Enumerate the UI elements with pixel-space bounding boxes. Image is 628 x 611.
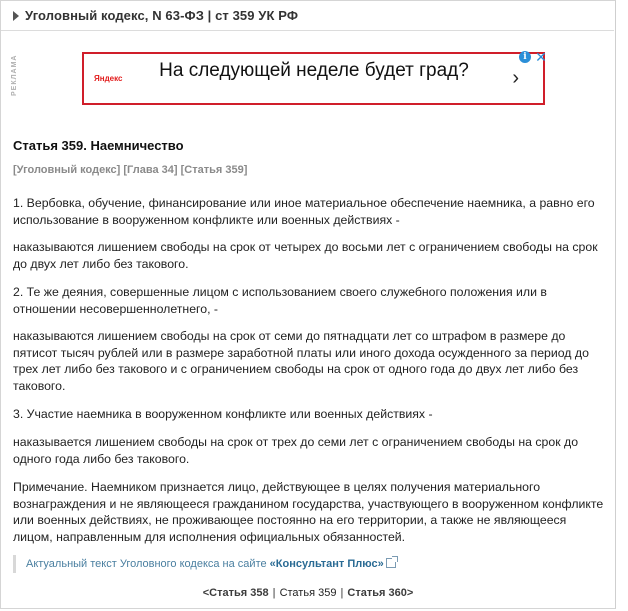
consultant-link[interactable]: «Консультант Плюс» xyxy=(269,558,384,570)
paragraph: 2. Те же деяния, совершенные лицом с использованием своего служебного положения или в отношении несовершеннолетнего, - xyxy=(13,285,547,316)
paragraph: 1. Вербовка, обучение, финансирование или иное материальное обеспечение наемника, а равно его использование в вооруженном конфликте или военных действиях - xyxy=(13,196,595,227)
pager-separator: | xyxy=(340,587,344,599)
breadcrumb-code[interactable]: [Уголовный кодекс] xyxy=(13,164,121,176)
article-title: Статья 359. Наемничество xyxy=(13,138,184,153)
article xyxy=(13,138,605,544)
info-icon[interactable]: i xyxy=(519,51,531,63)
ad-logo-text: Яндекс xyxy=(94,74,123,83)
ad-logo xyxy=(94,74,122,83)
prev-article-link[interactable]: <Статья 358 xyxy=(202,587,269,599)
consultant-link-box xyxy=(13,555,605,573)
page-header xyxy=(1,1,614,31)
next-article-link[interactable]: Статья 360> xyxy=(347,587,414,599)
note-paragraph: Примечание. Наемником признается лицо, действующее в целях получения материального вознаграждения и не являющееся гражданином государства, участвующего в вооруженном конфликте или военных действиях, не проживающее постоянно на его территории, а также не являющееся лицом, направленным для исполнения официальных обязанностей. xyxy=(13,480,604,544)
ad-box[interactable] xyxy=(82,52,545,105)
triangle-right-icon xyxy=(13,11,19,21)
article-pager xyxy=(0,587,616,599)
ad-label: РЕКЛАМА xyxy=(11,54,18,96)
breadcrumb-article[interactable]: [Статья 359] xyxy=(180,164,248,176)
breadcrumb xyxy=(13,164,605,176)
pager-separator: | xyxy=(272,587,276,599)
paragraph: наказываются лишением свободы на срок от семи до пятнадцати лет со штрафом в размере до пятисот тысяч рублей или в размере заработной платы или иного дохода осужденного за период до трех лет либо без такового и с ограничением свободы на срок от одного года до двух лет либо без такового. xyxy=(13,329,589,393)
breadcrumb-chapter[interactable]: [Глава 34] xyxy=(123,164,178,176)
page-title: Уголовный кодекс, N 63-ФЗ | ст 359 УК РФ xyxy=(25,8,299,23)
paragraph: наказываются лишением свободы на срок от четырех до восьми лет с ограничением свободы на срок до двух лет либо без такового. xyxy=(13,240,598,271)
paragraph: 3. Участие наемника в вооруженном конфликте или военных действиях - xyxy=(13,407,433,421)
close-icon[interactable]: ✕ xyxy=(535,49,547,65)
chevron-right-icon[interactable]: › xyxy=(512,67,519,89)
ad-banner[interactable] xyxy=(80,50,547,111)
paragraph: наказывается лишением свободы на срок от трех до семи лет с ограничением свободы на срок до одного года либо без такового. xyxy=(13,435,579,466)
consultant-prefix: Актуальный текст Уголовного кодекса на сайте xyxy=(26,558,267,570)
external-link-icon xyxy=(386,558,396,568)
ad-text[interactable]: На следующей неделе будет град? xyxy=(159,60,469,81)
current-article: Статья 359 xyxy=(279,587,337,599)
